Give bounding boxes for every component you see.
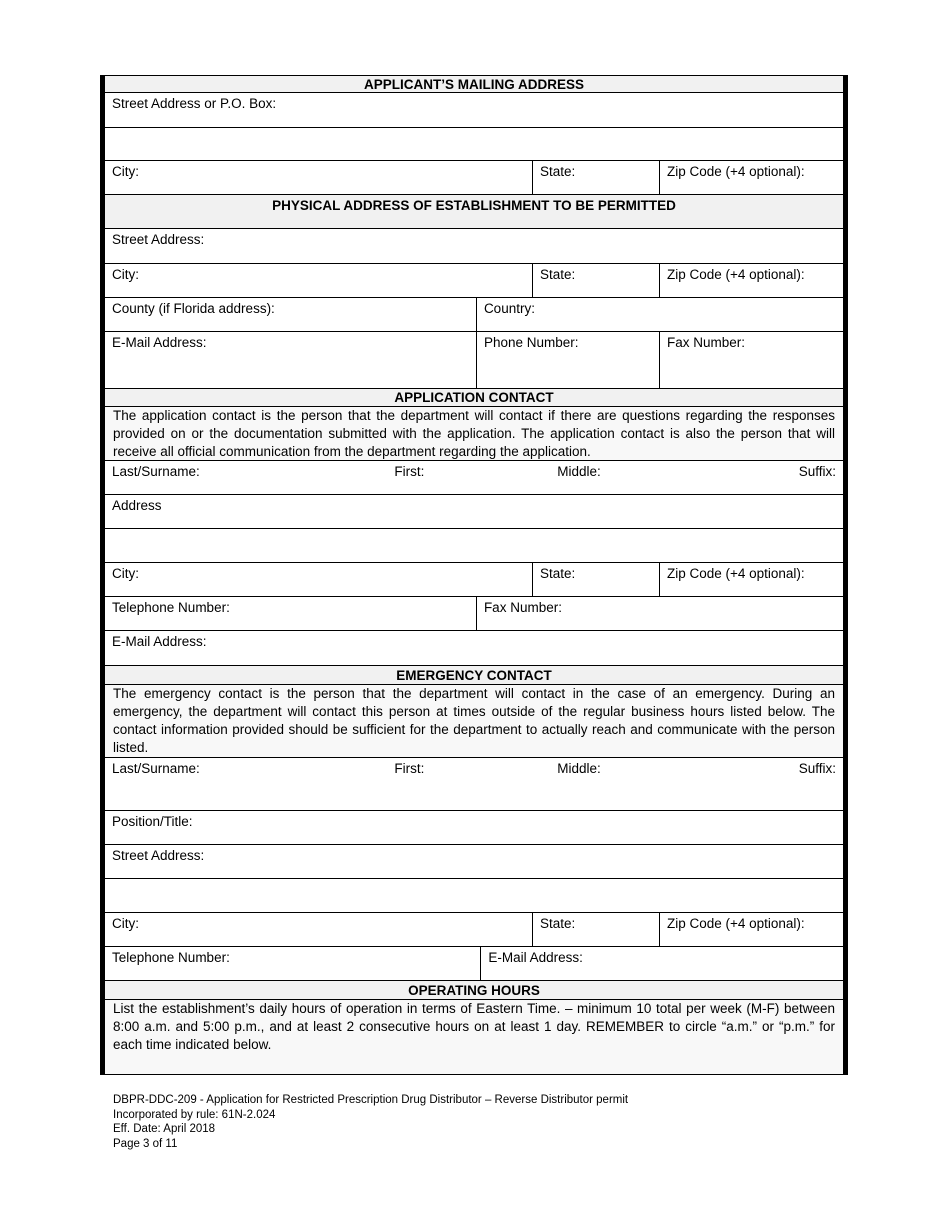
- physical-email-phone-fax-row: [105, 332, 843, 389]
- footer-page-number: Page 3 of 11: [113, 1137, 178, 1150]
- footer-effective-date: Eff. Date: April 2018: [113, 1123, 216, 1136]
- physical-zip-label: Zip Code (+4 optional):: [666, 267, 805, 282]
- application-email-label: E-Mail Address:: [112, 634, 207, 649]
- application-phone-fax-row: [105, 597, 843, 631]
- emergency-suffix-label: Suffix:: [798, 761, 836, 776]
- emergency-zip-label: Zip Code (+4 optional):: [666, 916, 805, 931]
- physical-street-row: [105, 229, 843, 264]
- emergency-name-row: [105, 758, 843, 811]
- operating-hours-description: List the establishment’s daily hours of operation in terms of Eastern Time. – minimum 10 total per week (M-F) between 8:00 a.m. and 5:00 p.m., and at least 2 consecutive hours on at least 1 day. REMEMBER to circle “a.m.” or “p.m.” for each time indicated below.: [113, 1001, 835, 1052]
- emergency-phone-email-row: [105, 947, 843, 981]
- emergency-city-label: City:: [105, 913, 533, 946]
- application-city-state-zip-row: [105, 563, 843, 597]
- mailing-city-state-zip-row: [105, 161, 843, 195]
- application-zip-label: Zip Code (+4 optional):: [666, 566, 805, 581]
- application-telephone-label: Telephone Number:: [105, 597, 477, 630]
- application-contact-description-row: [105, 407, 843, 461]
- mailing-city-label: City:: [105, 161, 533, 194]
- emergency-telephone-label: Telephone Number:: [105, 947, 481, 980]
- section-header-operating-hours: [105, 981, 843, 1000]
- application-name-labels: [105, 461, 843, 494]
- emergency-name-labels: [105, 758, 843, 810]
- application-suffix-label: Suffix:: [798, 464, 836, 479]
- application-contact-description: The application contact is the person that the department will contact if there are questions regarding the responses provided on or the documentation submitted with the application. The application contact is also the person that will receive all official communication from the department regarding the application.: [113, 408, 835, 459]
- emergency-contact-title: EMERGENCY CONTACT: [396, 667, 552, 683]
- operating-hours-title: OPERATING HOURS: [408, 982, 540, 998]
- emergency-position-row: [105, 811, 843, 845]
- section-header-emergency-contact: [105, 666, 843, 685]
- emergency-state-label: State:: [533, 913, 660, 946]
- mailing-street-label: Street Address or P.O. Box:: [112, 96, 277, 111]
- application-middle-label: Middle:: [557, 464, 601, 479]
- section-header-mailing-address: [105, 76, 843, 93]
- application-address-row: [105, 495, 843, 529]
- mailing-state-label: State:: [533, 161, 660, 194]
- physical-city-state-zip-row: [105, 264, 843, 298]
- emergency-contact-description: The emergency contact is the person that the department will contact in the case of an emergency. During an emergency, the department will contact this person at times outside of the regular business hours listed below. The contact information provided should be sufficient for the department to actually reach and communicate with the person listed.: [113, 686, 835, 755]
- emergency-street-field: [105, 879, 843, 913]
- emergency-first-label: First:: [394, 761, 425, 776]
- physical-phone-label: Phone Number:: [477, 332, 660, 388]
- section-header-physical-address: [105, 195, 843, 229]
- application-first-label: First:: [394, 464, 425, 479]
- emergency-position-label: Position/Title:: [112, 814, 193, 829]
- mailing-street-row: [105, 93, 843, 128]
- physical-email-label: E-Mail Address:: [105, 332, 477, 388]
- emergency-street-row: [105, 845, 843, 879]
- physical-fax-label: Fax Number:: [666, 335, 745, 350]
- operating-hours-description-row: [105, 1000, 843, 1074]
- physical-address-title: PHYSICAL ADDRESS OF ESTABLISHMENT TO BE PERMITTED: [272, 198, 676, 213]
- mailing-street-field: [105, 128, 843, 161]
- application-address-field: [105, 529, 843, 563]
- application-email-row: [105, 631, 843, 666]
- section-header-application-contact: [105, 389, 843, 407]
- emergency-city-state-zip-row: [105, 913, 843, 947]
- permit-application-form: [100, 75, 848, 1075]
- form-footer: [113, 1093, 628, 1151]
- application-fax-label: Fax Number:: [483, 600, 562, 615]
- application-state-label: State:: [533, 563, 660, 596]
- emergency-last-label: Last/Surname:: [112, 761, 200, 776]
- emergency-contact-description-row: [105, 685, 843, 758]
- physical-street-label: Street Address:: [112, 232, 205, 247]
- emergency-street-input-area: [105, 879, 843, 912]
- application-contact-title: APPLICATION CONTACT: [394, 390, 554, 405]
- physical-county-label: County (if Florida address):: [105, 298, 477, 331]
- footer-rule: Incorporated by rule: 61N-2.024: [113, 1108, 276, 1121]
- application-address-label: Address: [112, 498, 162, 513]
- mailing-zip-label: Zip Code (+4 optional):: [666, 164, 805, 179]
- physical-state-label: State:: [533, 264, 660, 297]
- application-last-label: Last/Surname:: [112, 464, 200, 479]
- physical-city-label: City:: [105, 264, 533, 297]
- footer-form-number: DBPR-DDC-209 - Application for Restricted Prescription Drug Distributor – Reverse Distributor permit: [113, 1094, 629, 1106]
- emergency-middle-label: Middle:: [557, 761, 601, 776]
- emergency-street-label: Street Address:: [112, 848, 205, 863]
- application-city-label: City:: [105, 563, 533, 596]
- application-address-input-area: [105, 529, 843, 562]
- mailing-address-title: APPLICANT’S MAILING ADDRESS: [363, 76, 584, 92]
- mailing-street-input-area: [105, 128, 843, 160]
- emergency-email-label: E-Mail Address:: [488, 950, 583, 965]
- physical-country-label: Country:: [483, 301, 535, 316]
- physical-county-country-row: [105, 298, 843, 332]
- application-name-row: [105, 461, 843, 495]
